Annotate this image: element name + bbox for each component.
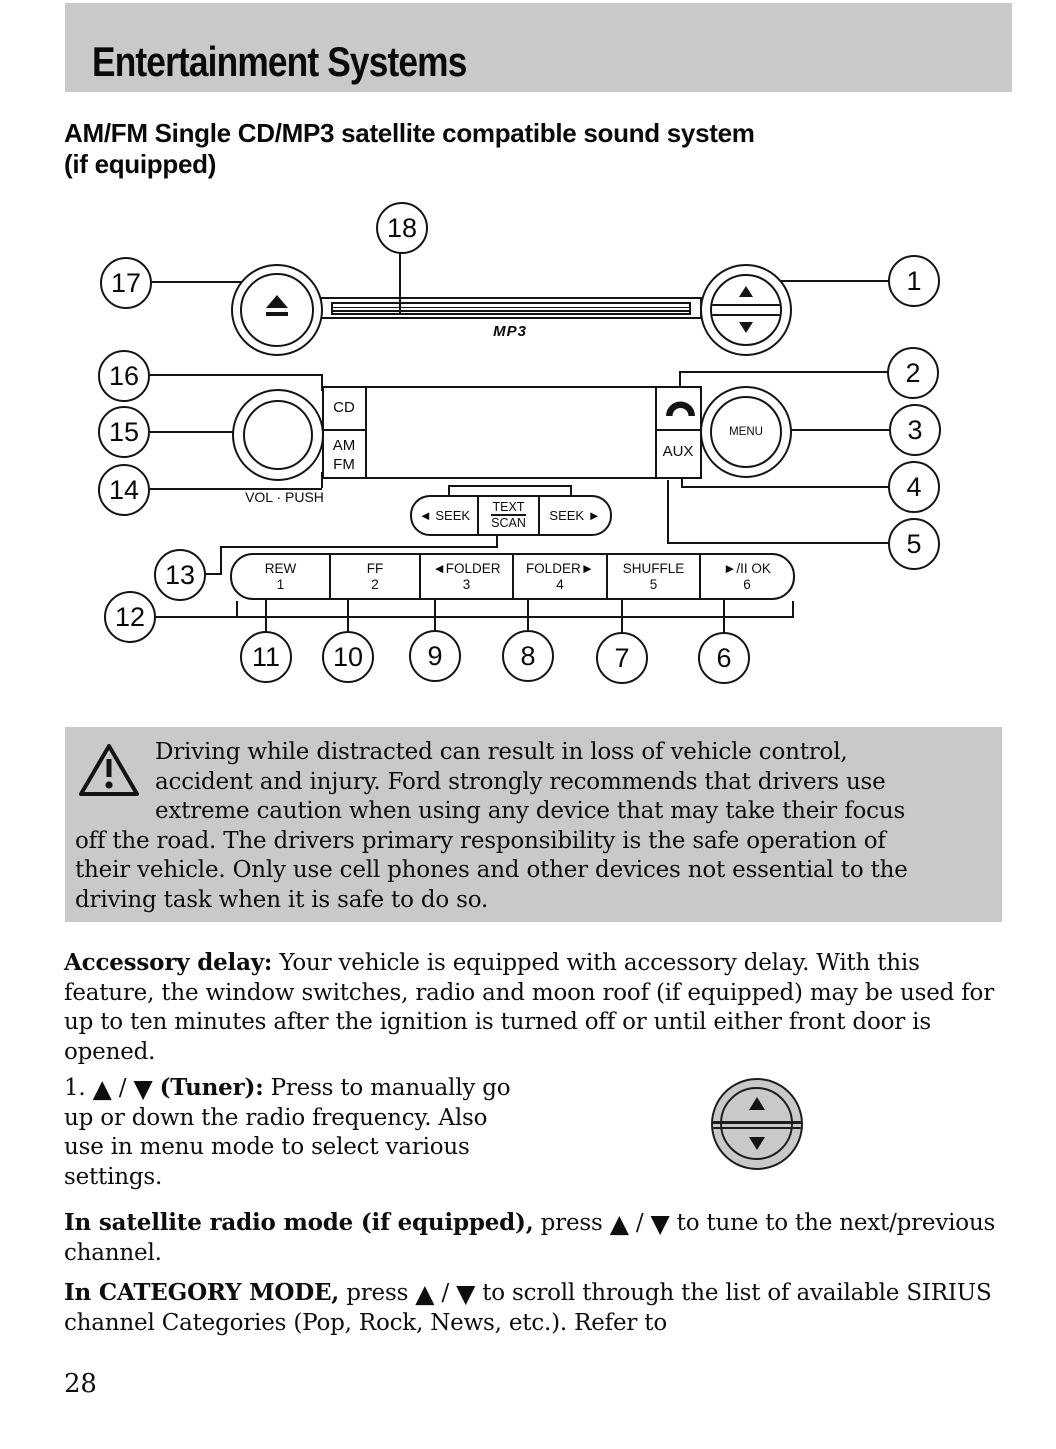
callout-4: 4 [888, 461, 940, 513]
line [791, 429, 890, 431]
line [365, 387, 367, 478]
line [399, 253, 401, 315]
fm-button-label: FM [333, 456, 355, 473]
am-button-label: AM [332, 437, 356, 454]
section-title-line2: (if equipped) [64, 149, 217, 179]
callout-3: 3 [889, 404, 941, 456]
text-scan-button [477, 497, 540, 534]
line [448, 485, 572, 487]
line [667, 542, 889, 544]
scan-label: SCAN [491, 516, 526, 530]
page-number: 28 [64, 1369, 97, 1399]
paragraph-accessory-delay: Accessory delay: Your vehicle is equipped with accessory delay. With this feature, the window switches, radio and moon roof (if equipped) may be used for up to ten minutes after the ignition is turned off or until either front door is opened. [64, 949, 994, 1065]
callout-10: 10 [322, 631, 374, 683]
line [220, 546, 498, 548]
callout-11: 11 [240, 631, 292, 683]
key-label: FOLDER► [525, 560, 595, 576]
line [333, 307, 689, 309]
tuner-figure-band-bottom [713, 1127, 803, 1130]
line [681, 486, 889, 488]
warning-box [65, 727, 1002, 922]
menu-label: MENU [729, 426, 763, 438]
line [150, 374, 322, 376]
callout-8: 8 [502, 630, 554, 682]
section-title-line1: AM/FM Single CD/MP3 satellite compatible sound system [64, 118, 755, 148]
callout-16: 16 [98, 350, 150, 402]
key-num: 4 [556, 576, 564, 592]
line [712, 314, 780, 316]
keypad-button-folder-right [512, 555, 606, 598]
line [792, 601, 794, 616]
volume-knob-inner [243, 400, 313, 470]
callout-13: 13 [154, 549, 206, 601]
warning-text: Driving while distracted can result in loss of vehicle control, accident and injury. Ford strongly recommends that drivers use extreme caution when using any device that may take their focus off the road. The drivers primary responsibility is the safe operation of their vehicle. Only use cell phones and other devices not essential to the driving task when it is safe to do so. [75, 739, 908, 913]
keypad-button-play-ok [699, 555, 793, 598]
key-label: ►/II OK [723, 560, 771, 576]
line [679, 371, 889, 373]
key-num: 3 [462, 576, 471, 592]
tuner-down-icon [739, 322, 753, 333]
text-label: TEXT [492, 500, 525, 514]
vol-push-label: VOL · PUSH [245, 489, 324, 505]
line [322, 429, 367, 431]
key-label: SHUFFLE [622, 560, 685, 576]
callout-17: 17 [100, 257, 152, 309]
phone-icon [664, 400, 697, 417]
mp3-logo: MP3 [493, 323, 527, 340]
callout-18: 18 [376, 202, 428, 254]
seek-row [410, 495, 612, 536]
line [220, 547, 222, 575]
seek-right-button [540, 497, 610, 534]
line [333, 310, 689, 312]
callout-14: 14 [98, 464, 150, 516]
tuner-button-figure [711, 1078, 803, 1170]
keypad-button-ff [329, 555, 419, 598]
line [156, 616, 794, 618]
menu-knob-inner [710, 396, 782, 468]
paragraph-category-mode: In CATEGORY MODE, press ▲ / ▼ to scroll through the list of available SIRIUS channel Categories (Pop, Rock, News, etc.). Refer to [64, 1279, 992, 1336]
paragraph-satellite-mode: In satellite radio mode (if equipped), press ▲ / ▼ to tune to the next/previous channel. [64, 1209, 996, 1266]
line [655, 429, 702, 431]
callout-12: 12 [104, 591, 156, 643]
paragraph-tuner: 1. ▲ / ▼ (Tuner): Press to manually go up or down the radio frequency. Also use in menu mode to select various settings. [64, 1074, 511, 1190]
callout-2: 2 [887, 347, 939, 399]
aux-button-label: AUX [662, 443, 694, 460]
callout-9: 9 [409, 630, 461, 682]
keypad-button-shuffle [606, 555, 699, 598]
key-label: REW [264, 560, 297, 576]
key-num: 6 [743, 576, 751, 592]
callout-7: 7 [596, 632, 648, 684]
callout-5: 5 [888, 518, 940, 570]
seek-left-label: ◄ SEEK [418, 508, 471, 523]
callout-6: 6 [698, 632, 750, 684]
cd-slot-ridges [331, 302, 691, 315]
eject-icon [266, 295, 288, 308]
line [496, 535, 498, 547]
seek-right-label: SEEK ► [549, 508, 601, 523]
eject-icon-bar [266, 312, 288, 316]
key-label: ◄FOLDER [432, 560, 501, 576]
callout-1: 1 [888, 255, 940, 307]
keypad-button-rew [232, 555, 329, 598]
line [712, 304, 780, 306]
keypad-row [230, 553, 795, 600]
tuner-button-inner [710, 274, 782, 346]
radio-body [322, 386, 702, 479]
keypad-button-folder-left [419, 555, 512, 598]
tuner-up-icon [739, 286, 753, 297]
callout-15: 15 [98, 406, 150, 458]
key-num: 1 [276, 576, 285, 592]
key-num: 5 [649, 576, 658, 592]
cd-button-label: CD [333, 399, 355, 416]
seek-left-button [412, 497, 477, 534]
key-num: 2 [371, 576, 379, 592]
line [655, 387, 657, 478]
line [236, 601, 238, 616]
tuner-figure-up-icon [749, 1097, 765, 1110]
radio-diagram [0, 0, 1056, 700]
tuner-figure-band-top [713, 1121, 803, 1124]
tuner-figure-down-icon [749, 1137, 765, 1150]
warning-icon [77, 741, 141, 799]
line [667, 480, 669, 544]
page-title: Entertainment Systems [92, 38, 467, 85]
key-label: FF [366, 560, 384, 576]
eject-button-inner [240, 273, 314, 347]
